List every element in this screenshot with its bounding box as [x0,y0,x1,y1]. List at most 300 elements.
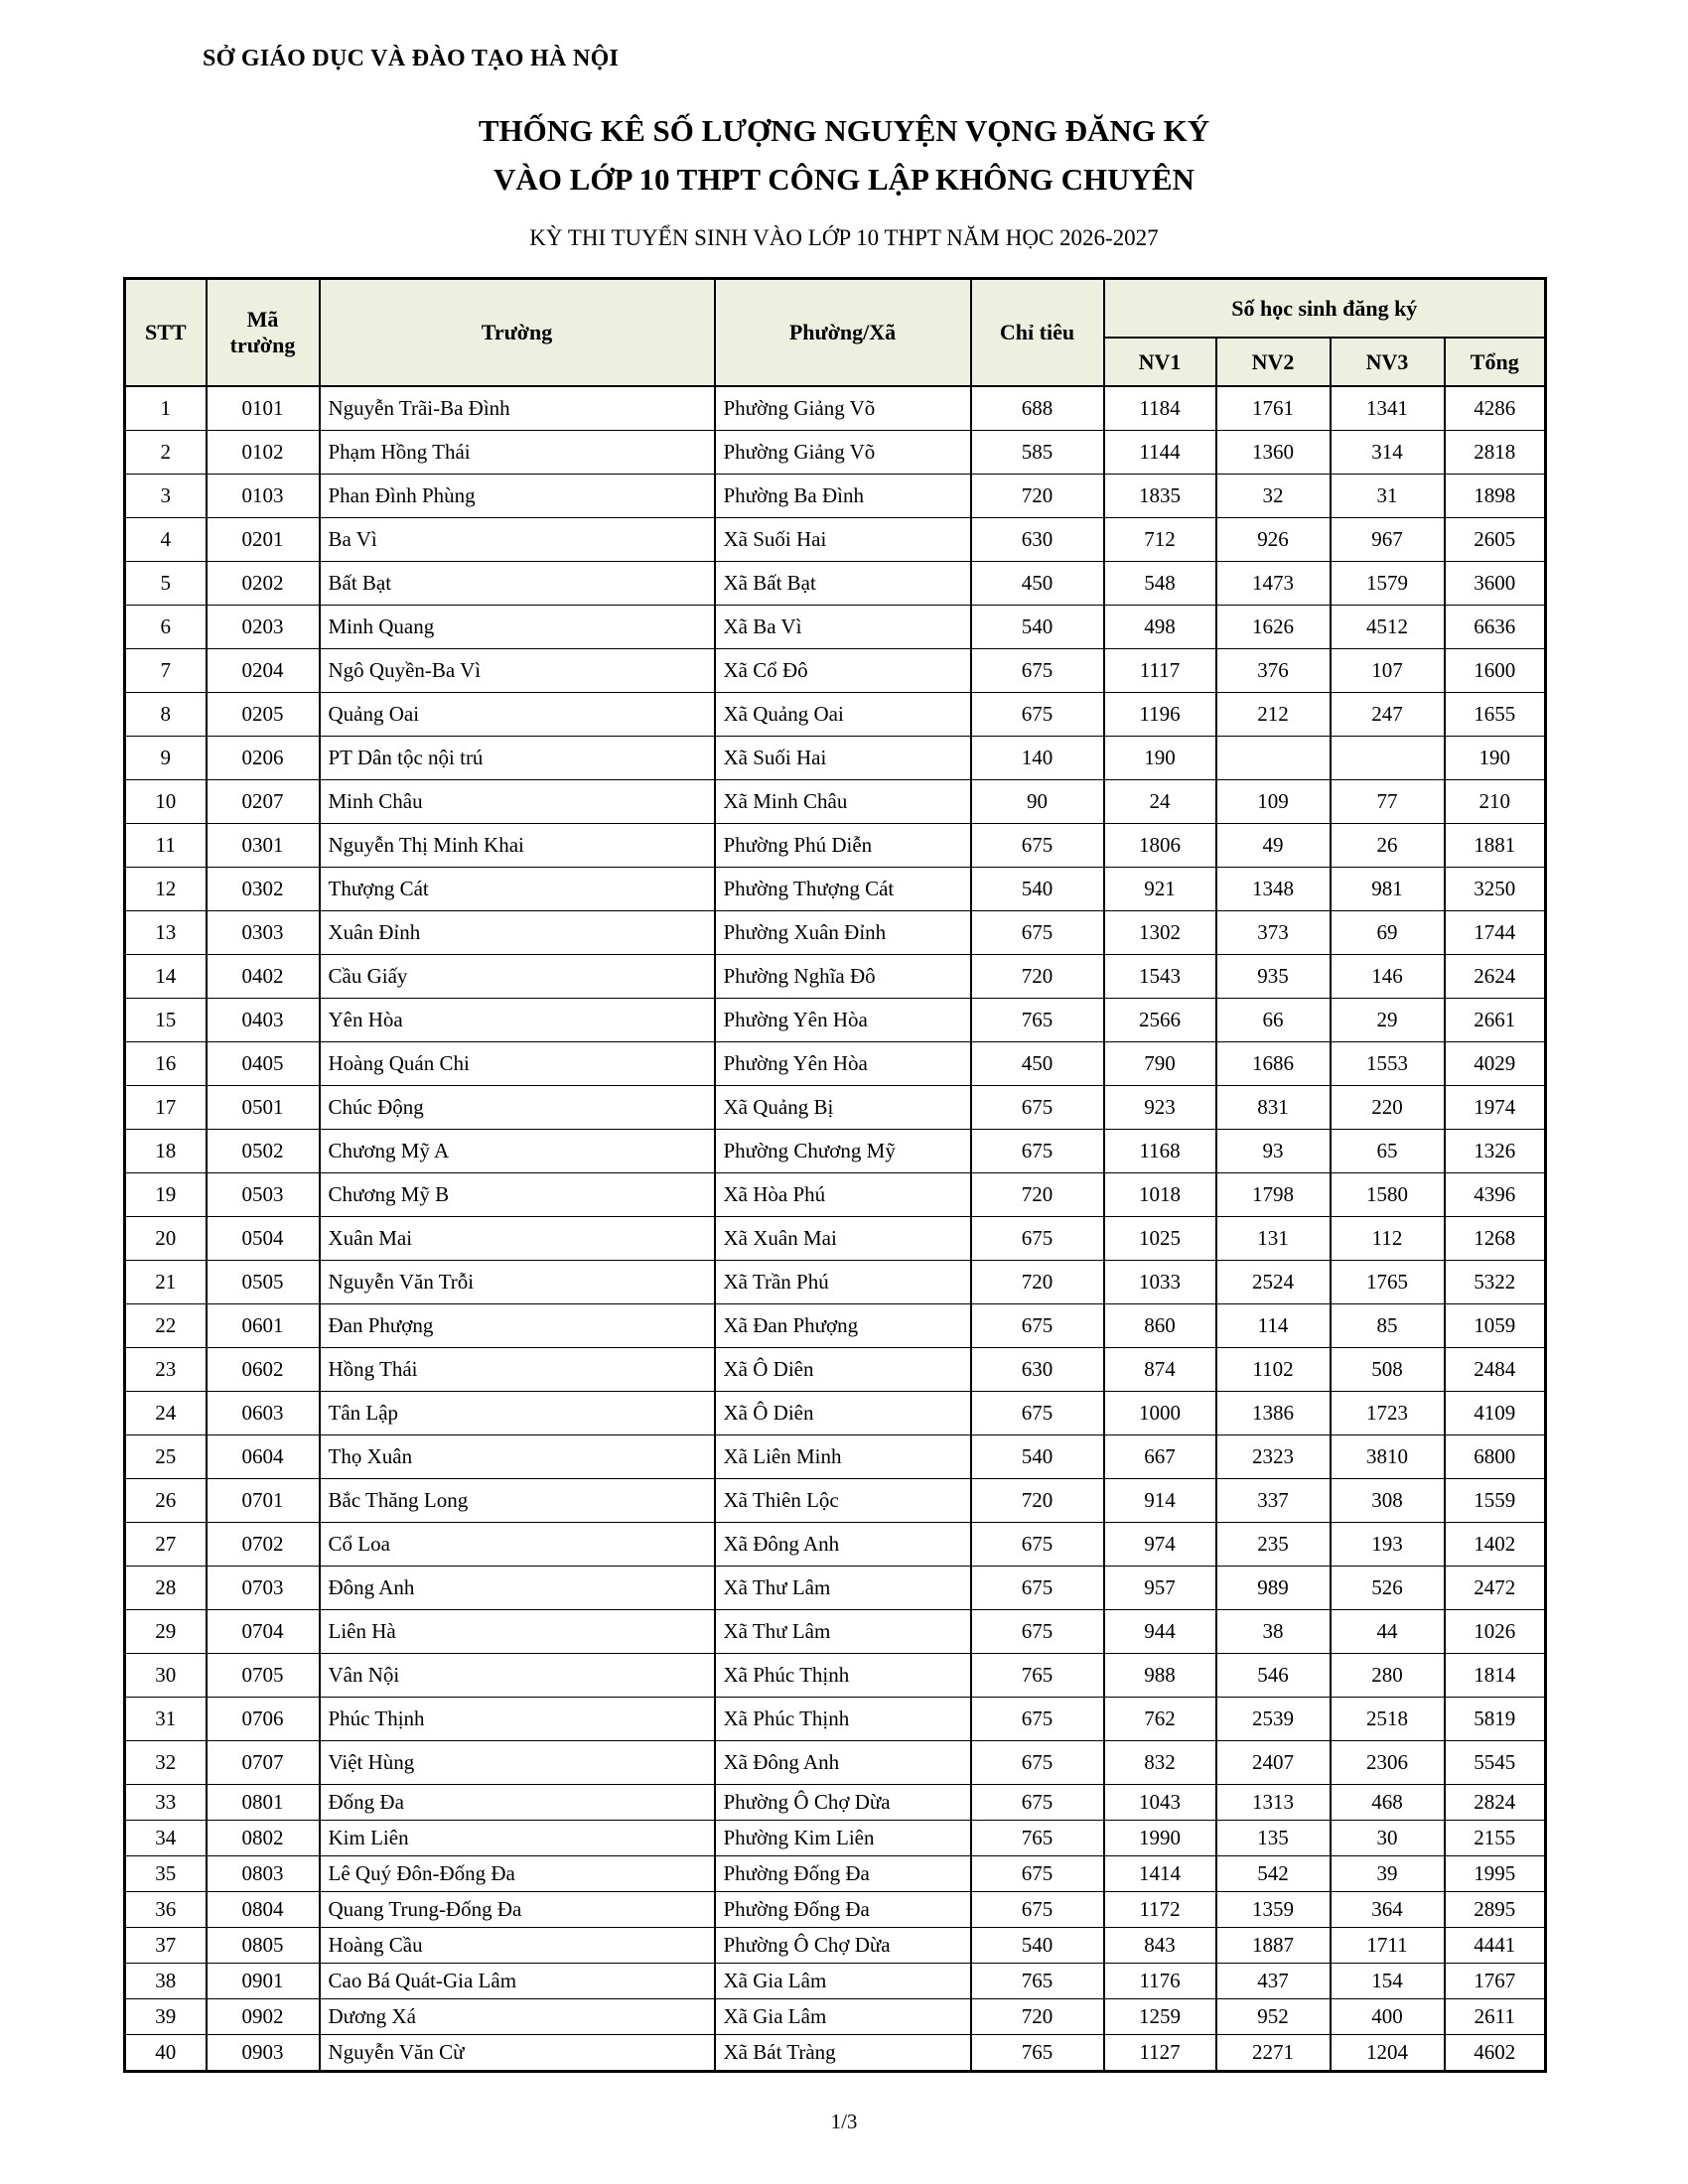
cell-total: 1744 [1445,911,1546,955]
cell-quota: 675 [971,1610,1104,1654]
document-title-line2: VÀO LỚP 10 THPT CÔNG LẬP KHÔNG CHUYÊN [493,162,1195,197]
cell-code: 0903 [207,2035,320,2072]
cell-quota: 675 [971,1130,1104,1173]
document-title-line1: THỐNG KÊ SỐ LƯỢNG NGUYỆN VỌNG ĐĂNG KÝ [478,113,1210,148]
cell-code: 0202 [207,562,320,606]
cell-nv3: 146 [1331,955,1445,999]
cell-nv3: 30 [1331,1821,1445,1856]
cell-total: 5545 [1445,1741,1546,1785]
cell-nv3: 2518 [1331,1698,1445,1741]
cell-nv1: 914 [1104,1479,1216,1523]
cell-nv2: 831 [1216,1086,1331,1130]
cell-ward: Phường Giảng Võ [715,386,971,431]
cell-code: 0302 [207,868,320,911]
cell-nv1: 1127 [1104,2035,1216,2072]
cell-nv3: 364 [1331,1892,1445,1928]
table-row [125,1785,1546,1821]
cell-nv3: 220 [1331,1086,1445,1130]
cell-nv2: 1798 [1216,1173,1331,1217]
table-row [125,1567,1546,1610]
cell-ward: Phường Yên Hòa [715,999,971,1042]
cell-school: Dương Xá [320,1999,715,2035]
cell-school: Hoàng Quán Chi [320,1042,715,1086]
cell-school: Đống Đa [320,1785,715,1821]
column-header-group-registrations: Số học sinh đăng ký [1104,279,1546,339]
cell-school: Nguyễn Thị Minh Khai [320,824,715,868]
table-row [125,868,1546,911]
cell-nv1: 874 [1104,1348,1216,1392]
cell-quota: 540 [971,606,1104,649]
cell-nv2: 2323 [1216,1435,1331,1479]
cell-total: 5322 [1445,1261,1546,1304]
cell-ward: Phường Đống Đa [715,1856,971,1892]
cell-ward: Phường Kim Liên [715,1821,971,1856]
cell-ward: Xã Thiên Lộc [715,1479,971,1523]
cell-quota: 675 [971,1856,1104,1892]
table-row [125,780,1546,824]
cell-total: 2824 [1445,1785,1546,1821]
cell-quota: 675 [971,1392,1104,1435]
cell-nv2: 542 [1216,1856,1331,1892]
cell-ward: Xã Ba Vì [715,606,971,649]
cell-nv2: 93 [1216,1130,1331,1173]
agency-heading: SỞ GIÁO DỤC VÀ ĐÀO TẠO HÀ NỘI [203,46,620,71]
column-header-nv1: NV1 [1104,338,1216,386]
cell-stt: 27 [125,1523,207,1567]
cell-total: 4396 [1445,1173,1546,1217]
cell-ward: Xã Thư Lâm [715,1567,971,1610]
cell-code: 0803 [207,1856,320,1892]
cell-code: 0701 [207,1479,320,1523]
cell-quota: 765 [971,1821,1104,1856]
cell-stt: 38 [125,1964,207,1999]
table-row [125,999,1546,1042]
cell-total: 1559 [1445,1479,1546,1523]
document-title [0,106,1688,204]
cell-school: Tân Lập [320,1392,715,1435]
cell-school: Cổ Loa [320,1523,715,1567]
cell-ward: Xã Trần Phú [715,1261,971,1304]
cell-quota: 675 [971,1217,1104,1261]
cell-nv3: 314 [1331,431,1445,475]
cell-nv2: 926 [1216,518,1331,562]
cell-total: 2818 [1445,431,1546,475]
cell-nv3: 39 [1331,1856,1445,1892]
cell-stt: 12 [125,868,207,911]
cell-quota: 720 [971,1173,1104,1217]
cell-nv1: 1043 [1104,1785,1216,1821]
cell-total: 1995 [1445,1856,1546,1892]
cell-school: Nguyễn Văn Trỗi [320,1261,715,1304]
cell-stt: 9 [125,737,207,780]
cell-school: Phạm Hồng Thái [320,431,715,475]
cell-stt: 34 [125,1821,207,1856]
table-row [125,431,1546,475]
table-body [125,386,1546,2072]
cell-nv1: 1835 [1104,475,1216,518]
cell-ward: Phường Giảng Võ [715,431,971,475]
cell-stt: 32 [125,1741,207,1785]
cell-code: 0805 [207,1928,320,1964]
cell-code: 0601 [207,1304,320,1348]
cell-nv1: 843 [1104,1928,1216,1964]
cell-school: Chương Mỹ B [320,1173,715,1217]
cell-quota: 720 [971,1479,1104,1523]
cell-quota: 540 [971,1435,1104,1479]
cell-quota: 450 [971,1042,1104,1086]
cell-code: 0504 [207,1217,320,1261]
cell-total: 4029 [1445,1042,1546,1086]
cell-nv2: 1102 [1216,1348,1331,1392]
table-row [125,1856,1546,1892]
cell-total: 1600 [1445,649,1546,693]
table-row [125,562,1546,606]
page-number: 1/3 [830,2110,858,2133]
cell-school: Thọ Xuân [320,1435,715,1479]
table-row [125,955,1546,999]
cell-nv2: 2271 [1216,2035,1331,2072]
cell-ward: Phường Thượng Cát [715,868,971,911]
cell-quota: 675 [971,1785,1104,1821]
cell-total: 5819 [1445,1698,1546,1741]
cell-code: 0602 [207,1348,320,1392]
table-row [125,1086,1546,1130]
cell-nv2: 1626 [1216,606,1331,649]
cell-school: Ba Vì [320,518,715,562]
cell-nv3: 1711 [1331,1928,1445,1964]
cell-nv3: 1579 [1331,562,1445,606]
cell-total: 1814 [1445,1654,1546,1698]
cell-school: Hoàng Cầu [320,1928,715,1964]
table-row [125,1821,1546,1856]
cell-nv1: 498 [1104,606,1216,649]
cell-school: Phan Đình Phùng [320,475,715,518]
cell-nv1: 712 [1104,518,1216,562]
cell-ward: Xã Đông Anh [715,1523,971,1567]
cell-school: Nguyễn Trãi-Ba Đình [320,386,715,431]
cell-total: 6800 [1445,1435,1546,1479]
cell-ward: Phường Đống Đa [715,1892,971,1928]
cell-nv2: 66 [1216,999,1331,1042]
cell-nv1: 1144 [1104,431,1216,475]
cell-stt: 11 [125,824,207,868]
cell-nv3: 1765 [1331,1261,1445,1304]
cell-ward: Xã Ô Diên [715,1348,971,1392]
cell-quota: 675 [971,911,1104,955]
cell-school: Chúc Động [320,1086,715,1130]
cell-nv2: 235 [1216,1523,1331,1567]
cell-nv2: 2524 [1216,1261,1331,1304]
cell-quota: 675 [971,824,1104,868]
cell-nv2: 1473 [1216,562,1331,606]
cell-nv1: 1259 [1104,1999,1216,2035]
cell-total: 1655 [1445,693,1546,737]
cell-stt: 15 [125,999,207,1042]
cell-stt: 35 [125,1856,207,1892]
cell-total: 1881 [1445,824,1546,868]
cell-nv2: 49 [1216,824,1331,868]
cell-total: 2624 [1445,955,1546,999]
cell-school: Cầu Giấy [320,955,715,999]
cell-nv1: 790 [1104,1042,1216,1086]
cell-nv2: 1686 [1216,1042,1331,1086]
cell-nv1: 1184 [1104,386,1216,431]
cell-nv3: 31 [1331,475,1445,518]
cell-total: 2472 [1445,1567,1546,1610]
table-row [125,1523,1546,1567]
cell-stt: 18 [125,1130,207,1173]
cell-ward: Xã Phúc Thịnh [715,1654,971,1698]
cell-total: 3250 [1445,868,1546,911]
cell-nv2: 38 [1216,1610,1331,1654]
cell-nv2: 989 [1216,1567,1331,1610]
cell-ward: Xã Quảng Oai [715,693,971,737]
cell-nv3: 77 [1331,780,1445,824]
statistics-table [123,277,1547,2073]
column-header-nv3: NV3 [1331,338,1445,386]
cell-code: 0705 [207,1654,320,1698]
cell-quota: 675 [971,693,1104,737]
column-header-school: Trường [320,279,715,387]
cell-nv1: 667 [1104,1435,1216,1479]
cell-total: 4602 [1445,2035,1546,2072]
column-header-nv2: NV2 [1216,338,1331,386]
cell-ward: Xã Gia Lâm [715,1964,971,1999]
cell-quota: 675 [971,649,1104,693]
cell-code: 0103 [207,475,320,518]
cell-quota: 675 [971,1892,1104,1928]
cell-quota: 765 [971,1654,1104,1698]
cell-total: 210 [1445,780,1546,824]
cell-quota: 765 [971,1964,1104,1999]
cell-nv3: 1204 [1331,2035,1445,2072]
cell-code: 0405 [207,1042,320,1086]
cell-code: 0707 [207,1741,320,1785]
table-row [125,824,1546,868]
cell-code: 0403 [207,999,320,1042]
cell-nv2: 2539 [1216,1698,1331,1741]
cell-quota: 540 [971,868,1104,911]
cell-nv3 [1331,737,1445,780]
cell-code: 0505 [207,1261,320,1304]
table-row [125,737,1546,780]
cell-nv1: 921 [1104,868,1216,911]
cell-code: 0303 [207,911,320,955]
cell-code: 0101 [207,386,320,431]
cell-code: 0501 [207,1086,320,1130]
cell-nv3: 508 [1331,1348,1445,1392]
cell-total: 1326 [1445,1130,1546,1173]
cell-quota: 720 [971,475,1104,518]
table-row [125,518,1546,562]
cell-code: 0706 [207,1698,320,1741]
cell-code: 0502 [207,1130,320,1173]
cell-total: 2611 [1445,1999,1546,2035]
cell-code: 0704 [207,1610,320,1654]
cell-total: 4109 [1445,1392,1546,1435]
cell-quota: 90 [971,780,1104,824]
cell-nv2: 135 [1216,1821,1331,1856]
cell-ward: Phường Xuân Đỉnh [715,911,971,955]
cell-stt: 20 [125,1217,207,1261]
cell-nv2: 952 [1216,1999,1331,2035]
cell-ward: Xã Quảng Bị [715,1086,971,1130]
cell-code: 0301 [207,824,320,868]
cell-nv1: 832 [1104,1741,1216,1785]
cell-total: 2155 [1445,1821,1546,1856]
cell-nv2: 131 [1216,1217,1331,1261]
cell-nv1: 1172 [1104,1892,1216,1928]
cell-school: Phúc Thịnh [320,1698,715,1741]
cell-nv2: 437 [1216,1964,1331,1999]
table-row [125,475,1546,518]
cell-stt: 8 [125,693,207,737]
cell-stt: 3 [125,475,207,518]
cell-total: 1767 [1445,1964,1546,1999]
table-row [125,1130,1546,1173]
table-row [125,1698,1546,1741]
table-row [125,1999,1546,2035]
cell-quota: 675 [971,1741,1104,1785]
cell-ward: Xã Đan Phượng [715,1304,971,1348]
cell-code: 0205 [207,693,320,737]
cell-nv3: 193 [1331,1523,1445,1567]
cell-total: 6636 [1445,606,1546,649]
cell-code: 0604 [207,1435,320,1479]
cell-school: Quảng Oai [320,693,715,737]
cell-stt: 13 [125,911,207,955]
cell-quota: 585 [971,431,1104,475]
cell-total: 1268 [1445,1217,1546,1261]
cell-total: 1059 [1445,1304,1546,1348]
cell-stt: 24 [125,1392,207,1435]
cell-nv2: 337 [1216,1479,1331,1523]
cell-nv1: 1543 [1104,955,1216,999]
cell-nv1: 190 [1104,737,1216,780]
cell-ward: Xã Suối Hai [715,518,971,562]
cell-stt: 14 [125,955,207,999]
table-row [125,1392,1546,1435]
cell-code: 0207 [207,780,320,824]
cell-ward: Xã Hòa Phú [715,1173,971,1217]
cell-school: Yên Hòa [320,999,715,1042]
cell-school: Bắc Thăng Long [320,1479,715,1523]
cell-nv2: 935 [1216,955,1331,999]
cell-nv1: 1018 [1104,1173,1216,1217]
column-header-code: Mã trường [207,279,320,387]
cell-nv1: 1025 [1104,1217,1216,1261]
cell-ward: Xã Cổ Đô [715,649,971,693]
table-row [125,1042,1546,1086]
cell-nv1: 974 [1104,1523,1216,1567]
cell-nv3: 112 [1331,1217,1445,1261]
cell-nv3: 280 [1331,1654,1445,1698]
cell-school: Bất Bạt [320,562,715,606]
cell-school: Kim Liên [320,1821,715,1856]
cell-stt: 7 [125,649,207,693]
cell-nv3: 981 [1331,868,1445,911]
cell-nv3: 44 [1331,1610,1445,1654]
cell-quota: 630 [971,518,1104,562]
cell-nv2: 546 [1216,1654,1331,1698]
cell-total: 2484 [1445,1348,1546,1392]
cell-nv1: 988 [1104,1654,1216,1698]
cell-quota: 765 [971,999,1104,1042]
table-row [125,2035,1546,2072]
cell-nv2: 1359 [1216,1892,1331,1928]
table-row [125,693,1546,737]
cell-quota: 765 [971,2035,1104,2072]
cell-ward: Xã Xuân Mai [715,1217,971,1261]
column-header-total: Tổng [1445,338,1546,386]
cell-nv1: 1168 [1104,1130,1216,1173]
cell-total: 2661 [1445,999,1546,1042]
cell-code: 0201 [207,518,320,562]
cell-stt: 21 [125,1261,207,1304]
table-row [125,1173,1546,1217]
cell-stt: 19 [125,1173,207,1217]
cell-nv2: 109 [1216,780,1331,824]
cell-school: Đan Phượng [320,1304,715,1348]
cell-ward: Xã Thư Lâm [715,1610,971,1654]
cell-school: Liên Hà [320,1610,715,1654]
table-row [125,1261,1546,1304]
cell-ward: Xã Đông Anh [715,1741,971,1785]
cell-stt: 1 [125,386,207,431]
cell-code: 0702 [207,1523,320,1567]
cell-code: 0203 [207,606,320,649]
cell-nv2: 1360 [1216,431,1331,475]
cell-nv1: 1806 [1104,824,1216,868]
cell-ward: Xã Liên Minh [715,1435,971,1479]
cell-total: 4441 [1445,1928,1546,1964]
cell-stt: 25 [125,1435,207,1479]
cell-school: Quang Trung-Đống Đa [320,1892,715,1928]
table-header [125,279,1546,387]
cell-stt: 31 [125,1698,207,1741]
cell-stt: 16 [125,1042,207,1086]
cell-stt: 10 [125,780,207,824]
cell-school: Thượng Cát [320,868,715,911]
cell-nv2: 2407 [1216,1741,1331,1785]
column-header-quota: Chỉ tiêu [971,279,1104,387]
cell-total: 3600 [1445,562,1546,606]
cell-nv2: 32 [1216,475,1331,518]
cell-nv3: 1580 [1331,1173,1445,1217]
cell-nv1: 1000 [1104,1392,1216,1435]
cell-quota: 720 [971,955,1104,999]
cell-nv3: 1723 [1331,1392,1445,1435]
cell-nv1: 1196 [1104,693,1216,737]
cell-school: Minh Châu [320,780,715,824]
cell-total: 1026 [1445,1610,1546,1654]
cell-quota: 675 [971,1523,1104,1567]
cell-stt: 17 [125,1086,207,1130]
cell-ward: Phường Yên Hòa [715,1042,971,1086]
table-row [125,386,1546,431]
cell-nv3: 1341 [1331,386,1445,431]
cell-school: Vân Nội [320,1654,715,1698]
cell-nv3: 154 [1331,1964,1445,1999]
cell-total: 1898 [1445,475,1546,518]
cell-nv3: 65 [1331,1130,1445,1173]
cell-stt: 4 [125,518,207,562]
cell-nv3: 2306 [1331,1741,1445,1785]
cell-stt: 37 [125,1928,207,1964]
cell-ward: Xã Phúc Thịnh [715,1698,971,1741]
cell-stt: 33 [125,1785,207,1821]
cell-school: Hồng Thái [320,1348,715,1392]
